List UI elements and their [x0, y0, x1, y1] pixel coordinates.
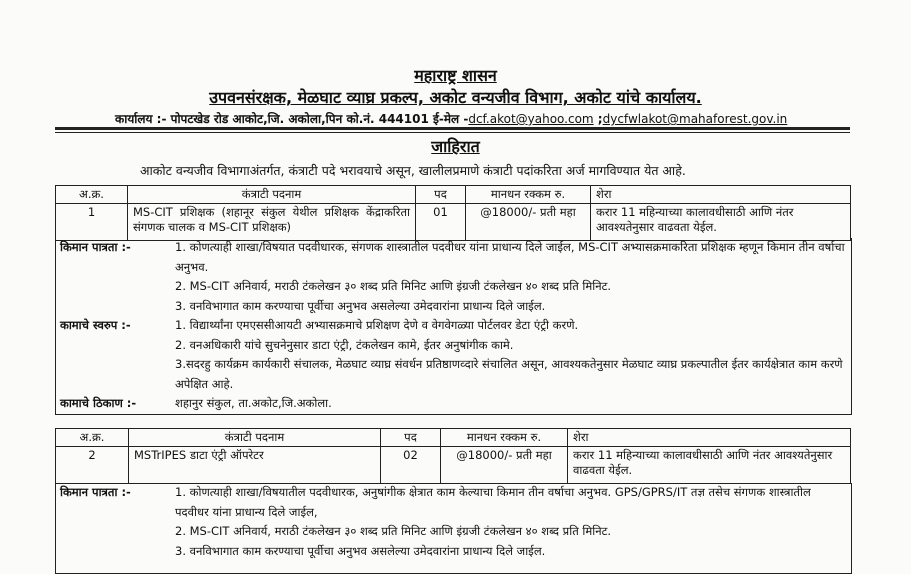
- col-remark: शेरा: [591, 186, 851, 204]
- col-serial: अ.क्र.: [56, 429, 129, 447]
- count: 02: [381, 447, 441, 484]
- pay: @18000/- प्रती महा: [441, 447, 568, 484]
- email-separator: ;: [593, 112, 603, 126]
- post-name: MSTrIPES डाटा एंट्री ऑपरेटर: [129, 447, 381, 484]
- post-name: MS-CIT प्रशिक्षक (शहानूर संकुल येथील प्रशिक्षक केंद्राकरिता संगणक चालक व MS-CIT प्रशिक्षक): [128, 204, 416, 241]
- table-header: [56, 429, 851, 447]
- col-post-name: कंत्राटी पदनाम: [129, 429, 381, 447]
- qualification-list: [175, 483, 851, 561]
- notice-title: जाहिरात: [431, 137, 480, 156]
- work-item: 2. वनअधिकारी यांचे सुचनेनुसार डाटा एंट्री, टंकलेखन कामे, ईतर अनुषांगीक कामे.: [175, 337, 514, 352]
- divider: [55, 127, 850, 130]
- table-row: [56, 204, 851, 241]
- col-count: पद: [381, 429, 441, 447]
- col-post-name: कंत्राटी पदनाम: [128, 186, 416, 204]
- remark: करार 11 महिन्याच्या कालावधीसाठी आणि नंतर आवश्यतेनुसार वाढवता येईल.: [591, 204, 851, 241]
- address-text: कार्यालय :- पोपटखेड रोड आकोट,जि. अकोला,पिन को.नं. 444101 ई-मेल -: [115, 112, 469, 126]
- intro-text: आकोट वन्यजीव विभागाअंतर्गत, कंत्राटी पदे भरावयाचे असून, खालीलप्रमाणे कंत्राटी पदांकरिता अर्ज मागविण्यात येत आहे.: [140, 163, 686, 178]
- col-serial: अ.क्र.: [56, 186, 128, 204]
- email-link-1[interactable]: dcf.akot@yahoo.com: [468, 112, 594, 126]
- table-header: [56, 186, 851, 204]
- qualification-label: किमान पात्रता :-: [60, 240, 131, 254]
- col-pay: मानधन रक्कम रु.: [466, 186, 591, 204]
- qualification-item: 1. कोणत्याही शाखा/विषयात पदवीधारक, संगणक शास्त्रातील पदवीधर यांना प्राधान्य दिले जाईल, MS-CIT अभ्यासक्रमाकरिता प्रशिक्षक म्हणून किमान तीन वर्षाचा अनुभव.: [175, 240, 845, 274]
- office-title: उपवनसंरक्षक, मेळघाट व्याघ्र प्रकल्प, अकोट वन्यजीव विभाग, अकोट यांचे कार्यालय.: [209, 88, 702, 107]
- remark: करार 11 महिन्याच्या कालावधीसाठी आणि नंतर आवश्यतेनुसार वाढवता येईल.: [568, 447, 851, 484]
- divider: [55, 132, 850, 133]
- qualification-item: 1. कोणत्याही शाखा/विषयातील पदवीधारक, अनुषांगीक क्षेत्रात काम केल्याचा किमान तीन वर्षाचा अनुभव. GPS/GPRS/IT तज्ञ तसेच संगणक शास्त्रातील पदवीधर यांना प्राधान्य दिले जाईल,: [175, 485, 811, 519]
- count: 01: [416, 204, 466, 241]
- qualification-item: 3. वनविभागात काम करण्याचा पूर्वीचा अनुभव असलेल्या उमेदवारांना प्राधान्य दिले जाईल.: [175, 298, 546, 313]
- office-address: [115, 110, 855, 127]
- qualification-item: 2. MS-CIT अनिवार्य, मराठी टंकलेखन ३० शब्द प्रति मिनिट आणि इंग्रजी टंकलेखन ४० शब्द प्रति मिनिट.: [175, 524, 612, 538]
- place-text: शहानुर संकुल, ता.अकोट,जि.अकोला.: [175, 396, 332, 410]
- post-table-2: [55, 428, 851, 484]
- work-list: [175, 316, 851, 394]
- serial: 1: [56, 204, 128, 241]
- qualification-label: किमान पात्रता :-: [60, 485, 131, 499]
- work-item: 3.सदरहु कार्यक्रम कार्यकारी संचालक, मेळघाट व्याघ्र संवर्धन प्रतिष्ठाणव्दारे संचालित असून, आवश्यकतेनुसार मेळघाट व्याघ्र प्रकल्पातील ईतर कार्यक्षेत्रात काम करणे अपेक्षित आहे.: [175, 357, 843, 391]
- qualification-list: [175, 238, 851, 316]
- work-item: 1. विद्यार्थ्यांना एमएससीआयटी अभ्यासक्रमाचे प्रशिक्षण देणे व वेगवेगळ्या पोर्टलवर डेटा एंट्री करणे.: [175, 318, 579, 332]
- post-table-1: [55, 185, 851, 241]
- qualification-item: 3. वनविभागात काम करण्याचा पूर्वीचा अनुभव असलेल्या उमेदवारांना प्राधान्य दिले जाईल.: [175, 543, 546, 558]
- government-title: महाराष्ट्र शासन: [414, 66, 497, 85]
- work-label: कामाचे स्वरुप :-: [60, 318, 131, 332]
- serial: 2: [56, 447, 129, 484]
- post-1-details: [55, 238, 852, 415]
- col-remark: शेरा: [568, 429, 851, 447]
- col-count: पद: [416, 186, 466, 204]
- qualification-item: 2. MS-CIT अनिवार्य, मराठी टंकलेखन ३० शब्द प्रति मिनिट आणि इंग्रजी टंकलेखन ४० शब्द प्रति मिनिट.: [175, 279, 612, 293]
- pay: @18000/- प्रती महा: [466, 204, 591, 241]
- post-2-details: [55, 483, 852, 574]
- col-pay: मानधन रक्कम रु.: [441, 429, 568, 447]
- email-link-2[interactable]: dycfwlakot@mahaforest.gov.in: [602, 112, 788, 126]
- place-label: कामाचे ठिकाण :-: [60, 396, 137, 410]
- table-row: [56, 447, 851, 484]
